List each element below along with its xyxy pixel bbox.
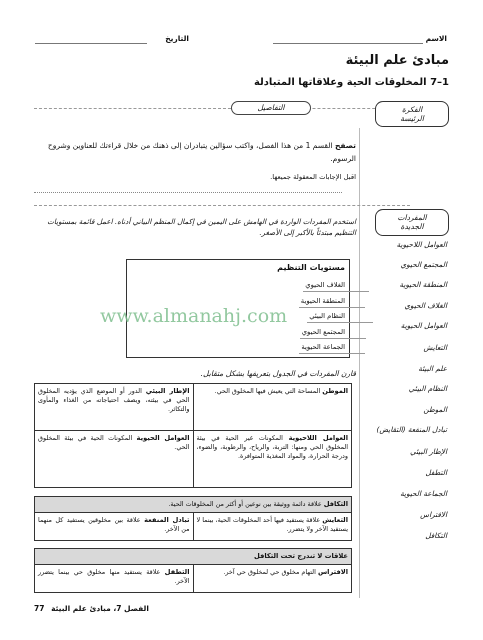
symbiosis-table [34,496,352,541]
vocab-instruction: استخدم المفردات الواردة في الهامش على اليمين في إكمال المنظم البياني أدناه. اعمل قائمة بمستويات التنظيم مبتدئاً بالأكبر إلى الأصغر. [47,217,356,237]
def-cell-predation [193,565,352,593]
vocab-item: الموطن [423,405,447,414]
def-parasitism: علاقة يستفيد منها مخلوق حي بينما يتضرر الآخر. [38,568,190,585]
vocab-item: الإطار البيئي [409,447,447,456]
organizer-item: النظام البيئي [309,312,345,320]
page-title: مبادئ علم البيئة [345,53,449,68]
def-cell-mutualism [35,513,194,541]
column-divider [359,128,360,598]
section-subtitle: 1–7 المخلوقات الحية وعلاقاتها المتبادلة [253,77,449,88]
def-biotic: المكونات الحية في بيئة المخلوق الحي. [38,434,190,451]
non-symbiotic-table [34,548,352,593]
organizer-item: الغلاف الحيوي [305,281,345,289]
term-symbiosis: التكافل [323,500,348,508]
page-number: 77 [34,604,45,613]
def-symbiosis: علاقة دائمة ووثيقة بين نوعين أو أكثر من المخلوقات الحية. [168,500,324,508]
name-label: الاسم [425,34,447,43]
section-rule-2 [34,205,410,206]
term-abiotic: العوامل اللاحيوية [288,434,348,442]
def-cell-commensalism [193,513,352,541]
name-line [273,43,423,44]
page-footer [34,604,153,613]
def-cell-niche [35,384,194,431]
page-header [34,32,447,46]
new-vocab-tab [375,209,449,236]
def-cell-parasitism [35,565,194,593]
vocab-item: المنطقة الحيوية [399,280,447,289]
new-vocab-label-2: الجديدة [400,222,424,231]
def-niche: الدور أو الموضع الذي يؤديه المخلوق الحي في بيئته، ويصف احتياجاته من الغذاء والمأوى والتكاثر. [38,387,190,413]
vocab-item: العوامل الحيوية [400,321,447,330]
term-parasitism: التطفل [164,568,190,576]
answer-line [34,192,342,193]
vocab-item: النظام البيئي [408,384,447,393]
term-niche: الإطار البيئي [145,387,190,395]
vocab-item: التكافل [425,531,447,540]
def-cell-biotic [35,431,194,488]
term-predation: الافتراس [317,568,348,576]
vocab-item: المجتمع الحيوي [400,260,447,269]
details-tab: التفاصيل [231,101,311,115]
vocab-item: الافتراس [420,510,447,519]
compare-instruction: قارن المفردات في الجدول بتعريفها بشكل متقابل. [200,369,356,378]
def-cell-abiotic [193,431,352,488]
def-mutualism: علاقة بين مخلوقين يستفيد كل منهما من الآخر. [38,516,190,533]
non-symbiotic-header-text: علاقات لا تندرج تحت التكافل [253,552,348,560]
def-commensalism: علاقة يستفيد فيها أحد المخلوقات الحية، بينما لا يستفيد الآخر ولا يتضرر. [196,516,348,533]
section-rule [34,108,410,109]
definitions-table [34,383,352,488]
main-idea-label-1: الفكرة [401,105,423,114]
vocab-item: الجماعة الحيوية [400,489,447,498]
skim-lead: تصفح [334,141,356,150]
new-vocab-label-1: المفردات [397,213,427,222]
def-habitat: المساحة التي يعيش فيها المخلوق الحي. [214,387,323,395]
skim-text: القسم 1 من هذا الفصل، واكتب سؤالين يتبادران إلى ذهنك من خلال قراءتك للعناوين وشروح الرسوم. [47,141,356,163]
vocab-item: علم البيئة [418,364,447,373]
term-mutualism: تبادل المنفعة [144,516,190,524]
main-idea-label-2: الرئيسة [400,114,424,123]
vocab-item: التطفل [425,468,447,477]
non-symbiotic-header [35,549,352,565]
skim-note: اقبل الإجابات المعقولة جميعها. [270,173,356,181]
main-idea-tab [375,101,449,127]
def-cell-symbiosis [35,497,352,513]
date-line [35,43,147,44]
vocab-item: الغلاف الحيوي [404,301,447,310]
organizer-item: المنطقة الحيوية [300,297,345,305]
def-predation: التهام مخلوق حي لمخلوق حي آخر. [223,568,318,576]
vocab-item: التعايش [423,343,447,352]
watermark: www.almanahj.com [100,305,288,327]
vocab-item: تبادل المنفعة (التقايض) [376,425,447,434]
organizer-item: الجماعة الحيوية [301,343,345,351]
def-abiotic: المكونات غير الحية في بيئة المخلوق الحي ومنها: التربة، والرياح، والرطوبة، والضوء، ودرجة الحرارة، والمواد المغذية المتوافرة. [196,434,348,460]
vocab-item: العوامل اللاحيوية [396,240,447,249]
date-label: التاريخ [165,34,189,43]
def-cell-habitat [193,384,352,431]
organizer-heading: مستويات التنظيم [277,263,345,272]
term-commensalism: التعايش [322,516,348,524]
term-habitat: الموطن [322,387,348,395]
footer-chapter: الفصل 7، مبادئ علم البيئة [51,604,149,613]
term-biotic: العوامل الحيوية [136,434,190,442]
organizer-item: المجتمع الحيوي [301,328,345,336]
skim-section [34,139,356,184]
